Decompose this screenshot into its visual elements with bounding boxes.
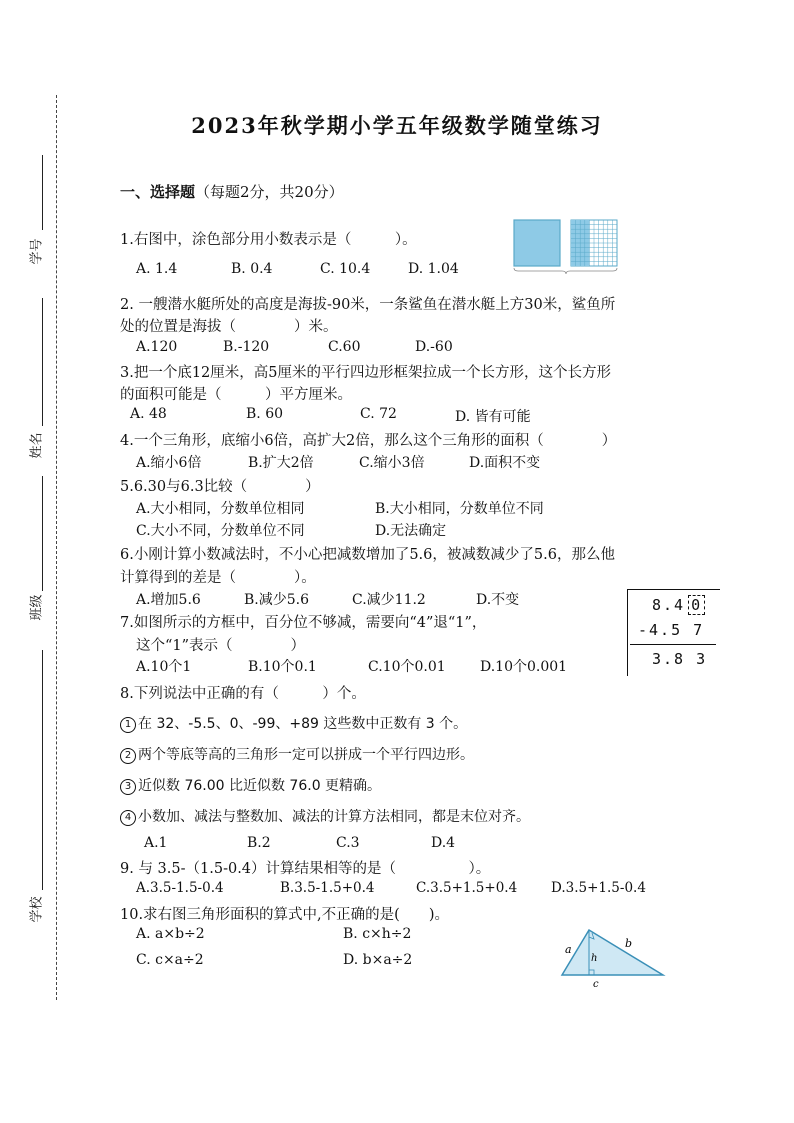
q10-option-a: A. a×b÷2 [136,926,205,942]
q1-option-c: C. 10.4 [320,261,371,277]
q5-option-d: D.无法确定 [375,523,447,539]
q9-option-b: B.3.5-1.5+0.4 [280,880,375,896]
page-title: 2023年秋学期小学五年级数学随堂练习 [191,113,603,138]
q7-option-b: B.10个0.1 [248,659,317,675]
circled-number-2: 2 [120,748,136,764]
q7-option-a: A.10个1 [136,659,192,675]
label-a: a [565,943,572,956]
q4-text: 4.一个三角形，底缩小6倍，高扩大2倍，那么这个三角形的面积（ ） [120,433,617,449]
brace [514,268,617,274]
q2-option-b: B.-120 [223,339,270,355]
full-shaded-square [514,220,560,266]
q6-option-b: B.减少5.6 [244,592,310,608]
q3-line1: 3.把一个底12厘米，高5厘米的平行四边形框架拉成一个长方形，这个长方形 [120,365,612,381]
circled-number-3: 3 [120,779,136,795]
q5-text: 5.6.30与6.3比较（ ） [120,479,320,495]
q2-option-d: D.-60 [415,339,453,355]
label-c: c [593,979,599,990]
q3-line2: 的面积可能是（ ）平方厘米。 [120,387,352,403]
q1-option-a: A. 1.4 [136,261,178,277]
q5-option-a: A.大小相同，分数单位相同 [136,501,305,517]
q4-option-c: C.缩小3倍 [359,455,425,471]
q10-text: 10.求右图三角形面积的算式中,不正确的是( )。 [120,907,449,923]
q3-option-a: A. 48 [130,406,167,422]
minus-sign: - [638,621,650,639]
section-heading [120,181,344,202]
school-label: 学校 [29,896,45,923]
q4-option-a: A.缩小6倍 [136,455,202,471]
subtrahend [638,621,704,639]
q2-line1: 2. 一艘潜水艇所处的高度是海拔-90米，一条鲨鱼在潜水艇上方30米，鲨鱼所 [120,297,616,313]
q8-statement-3 [120,775,381,795]
q2-option-c: C.60 [328,339,361,355]
q4-option-d: D.面积不变 [469,455,541,471]
circled-number-1: 1 [120,717,136,733]
q8-option-d: D.4 [431,835,456,851]
result-line [630,644,716,645]
student-id-label: 学号 [29,238,45,265]
q7-line1: 7.如图所示的方框中，百分位不够减，需要向“4”退“1”， [120,615,487,631]
q8-option-b: B.2 [247,835,271,851]
minuend-digits: 8.4 [652,596,686,614]
q8-statement-1 [120,713,467,733]
circled-number-4: 4 [120,810,136,826]
hundredths-box: 0 [688,595,705,615]
q10-option-c: C. c×a÷2 [136,952,204,968]
grid-square [571,220,617,266]
q2-line2: 处的位置是海拔（ ）米。 [120,319,338,335]
name-label: 姓名 [29,432,45,459]
q6-option-c: C.减少11.2 [352,592,426,608]
statement-text: 在 32、-5.5、0、-99、+89 这些数中正数有 3 个。 [138,716,468,732]
class-line [42,476,43,591]
q3-option-c: C. 72 [360,406,397,422]
q3-option-b: B. 60 [246,406,284,422]
name-line [42,298,43,426]
q7-subtraction-figure [627,589,720,676]
student-id-line [42,155,43,230]
label-b: b [625,937,633,950]
q10-option-b: B. c×h÷2 [343,926,412,942]
q6-line1: 6.小刚计算小数减法时，不小心把减数增加了5.6，被减数减少了5.6，那么他 [120,547,615,563]
difference: 3.8 3 [652,650,708,668]
q8-option-a: A.1 [144,835,168,851]
right-triangle [562,930,663,975]
q6-option-a: A.增加5.6 [136,592,201,608]
section-score: （每题2分，共20分） [195,183,344,201]
q8-statement-4 [120,806,530,826]
binding-dashed-line [56,95,57,1000]
q8-option-c: C.3 [336,835,360,851]
q1-option-b: B. 0.4 [231,261,273,277]
section-title: 一、选择题 [120,183,196,201]
q10-triangle-figure [555,925,670,990]
class-label: 班级 [29,594,45,621]
q3-option-d: D. 皆有可能 [455,409,531,425]
school-line [42,650,43,890]
q9-option-a: A.3.5-1.5-0.4 [136,880,224,896]
statement-text: 小数加、减法与整数加、减法的计算方法相同，都是末位对齐。 [138,809,530,825]
q1-text: 1.右图中，涂色部分用小数表示是（ ）。 [120,232,417,248]
q1-decimal-figure [512,218,620,274]
q9-option-d: D.3.5+1.5-0.4 [551,880,646,896]
q1-option-d: D. 1.04 [408,261,459,277]
q10-option-d: D. b×a÷2 [343,952,413,968]
q7-option-c: C.10个0.01 [368,659,446,675]
q5-option-c: C.大小不同，分数单位不同 [136,523,305,539]
q6-option-d: D.不变 [476,592,520,608]
label-h: h [591,953,598,964]
q6-line2: 计算得到的差是（ ）。 [120,570,316,586]
statement-text: 近似数 76.00 比近似数 76.0 更精确。 [138,778,382,794]
minuend [652,595,705,615]
q4-option-b: B.扩大2倍 [248,455,314,471]
q7-option-d: D.10个0.001 [480,659,568,675]
q8-text: 8.下列说法中正确的有（ ）个。 [120,686,366,702]
subtrahend-digits: 4.5 7 [649,621,705,639]
q5-option-b: B.大小相同，分数单位不同 [375,501,544,517]
q7-line2: 这个“1”表示（ ） [136,638,306,654]
q2-option-a: A.120 [136,339,178,355]
q8-statement-2 [120,744,474,764]
q9-text: 9. 与 3.5-（1.5-0.4）计算结果相等的是（ ）。 [120,861,491,877]
q9-option-c: C.3.5+1.5+0.4 [416,880,518,896]
statement-text: 两个等底等高的三角形一定可以拼成一个平行四边形。 [138,747,474,763]
